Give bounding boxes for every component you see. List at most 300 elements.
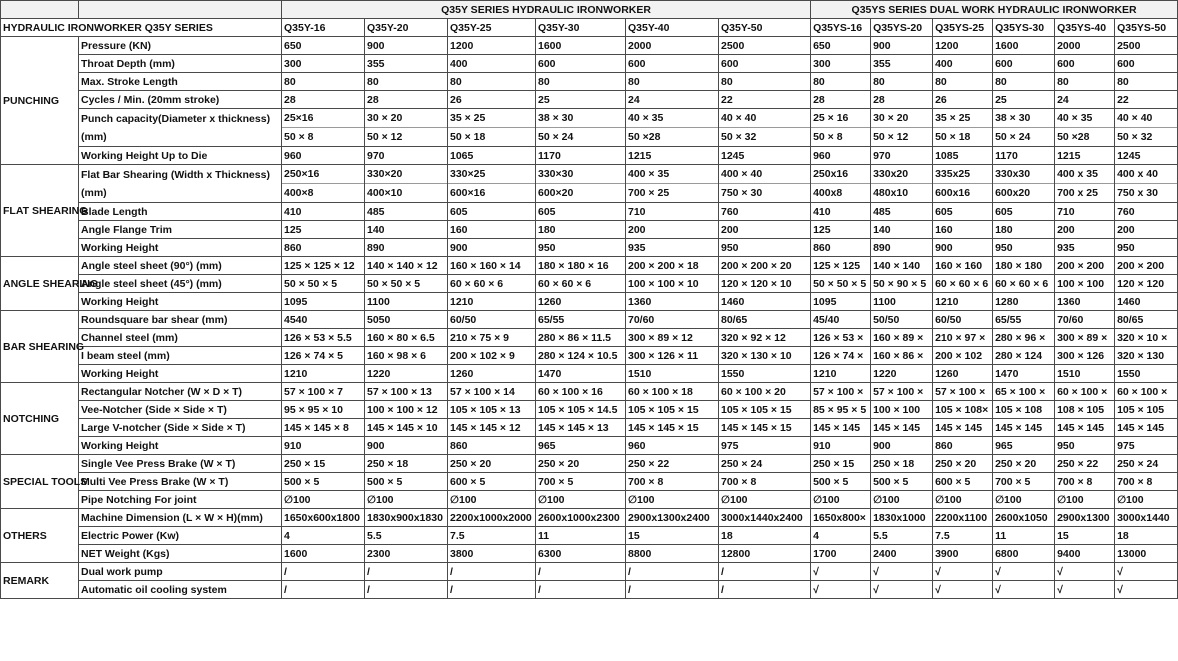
- spec-value: ∅100: [1055, 491, 1115, 509]
- spec-row: [1, 581, 1178, 599]
- spec-value: 1210: [811, 365, 871, 383]
- spec-value: 700 × 5: [536, 473, 626, 491]
- spec-value: 80: [536, 73, 626, 91]
- spec-value-line: 50 ×28: [1057, 131, 1090, 143]
- spec-value: 50 × 50 × 5: [365, 275, 448, 293]
- spec-value: 28: [871, 91, 933, 109]
- spec-value: 250 × 18: [365, 455, 448, 473]
- spec-value: 200 × 200 × 18: [626, 257, 719, 275]
- spec-value-line: 400 × 40: [721, 168, 763, 180]
- spec-value: 2000: [1055, 37, 1115, 55]
- q35ys-series-title: Q35YS SERIES DUAL WORK HYDRAULIC IRONWORKER: [811, 1, 1178, 19]
- spec-value: 410: [282, 203, 365, 221]
- spec-row: [1, 73, 1178, 91]
- spec-value: [811, 165, 871, 203]
- category-label: REMARK: [1, 563, 79, 599]
- spec-value: 320 × 130 × 10: [719, 347, 811, 365]
- spec-value: 80/65: [719, 311, 811, 329]
- spec-value-line: 750 × 30: [721, 187, 763, 199]
- spec-value: √: [993, 563, 1055, 581]
- spec-value: 126 × 53 ×: [811, 329, 871, 347]
- spec-value: [1055, 109, 1115, 147]
- spec-value: 25: [993, 91, 1055, 109]
- spec-value: 1600: [536, 37, 626, 55]
- spec-value: √: [811, 581, 871, 599]
- spec-row: [1, 401, 1178, 419]
- spec-value: 1650x800×: [811, 509, 871, 527]
- spec-value: 7.5: [933, 527, 993, 545]
- spec-label: NET Weight (Kgs): [79, 545, 282, 563]
- category-label: ANGLE SHEARING: [1, 257, 79, 311]
- spec-value: 500 × 5: [811, 473, 871, 491]
- spec-value: 145 × 145 × 8: [282, 419, 365, 437]
- spec-label: Cycles / Min. (20mm stroke): [79, 91, 282, 109]
- spec-value: 760: [719, 203, 811, 221]
- spec-label: Working Height: [79, 293, 282, 311]
- spec-value: 145 × 145 × 15: [626, 419, 719, 437]
- model-header-row: [1, 19, 1178, 37]
- spec-value: 140: [365, 221, 448, 239]
- spec-value: [993, 109, 1055, 147]
- spec-value: 28: [811, 91, 871, 109]
- spec-value: 160 × 89 ×: [871, 329, 933, 347]
- spec-value: 60 × 100 × 20: [719, 383, 811, 401]
- spec-value: 1550: [719, 365, 811, 383]
- spec-value: 950: [1115, 239, 1178, 257]
- spec-value: 80: [993, 73, 1055, 91]
- spec-value: 120 × 120: [1115, 275, 1178, 293]
- spec-value: 1360: [626, 293, 719, 311]
- spec-value: 200 × 102: [933, 347, 993, 365]
- spec-value: 80: [365, 73, 448, 91]
- spec-value: 57 × 100 ×: [811, 383, 871, 401]
- spec-value-line: 600x16: [935, 187, 971, 199]
- spec-value-line: 600x20: [995, 187, 1031, 199]
- spec-label: I beam steel (mm): [79, 347, 282, 365]
- spec-value: 85 × 95 × 5: [811, 401, 871, 419]
- spec-value: 1510: [626, 365, 719, 383]
- category-label: NOTCHING: [1, 383, 79, 455]
- spec-value: 4: [282, 527, 365, 545]
- spec-value: 1470: [993, 365, 1055, 383]
- spec-value: 1600: [282, 545, 365, 563]
- spec-value: 80: [448, 73, 536, 91]
- spec-value: √: [1115, 563, 1178, 581]
- spec-value: 3900: [933, 545, 993, 563]
- spec-value: /: [365, 581, 448, 599]
- spec-value: 1260: [448, 365, 536, 383]
- spec-value: √: [933, 581, 993, 599]
- spec-value: 145 × 145 × 15: [719, 419, 811, 437]
- spec-value: 320 × 130: [1115, 347, 1178, 365]
- spec-label: Punch capacity(Diameter x thickness)(mm): [79, 109, 282, 147]
- spec-value: 6300: [536, 545, 626, 563]
- spec-value: 60 × 60 × 6: [993, 275, 1055, 293]
- spec-value: 100 × 100: [1055, 275, 1115, 293]
- spec-row: [1, 347, 1178, 365]
- spec-value: 210 × 97 ×: [933, 329, 993, 347]
- spec-value: 1100: [871, 293, 933, 311]
- spec-value: 80: [871, 73, 933, 91]
- spec-value-line: 700 × 25: [628, 187, 670, 199]
- spec-value: 200: [719, 221, 811, 239]
- spec-value: [719, 165, 811, 203]
- spec-value: 300: [282, 55, 365, 73]
- spec-label: Max. Stroke Length: [79, 73, 282, 91]
- spec-value-line: 250×16: [284, 168, 320, 180]
- spec-value-line: 50 × 12: [367, 131, 403, 143]
- spec-value-line: 330x30: [995, 168, 1031, 180]
- spec-row: [1, 109, 1178, 147]
- spec-value-line: 50 × 18: [450, 131, 486, 143]
- spec-value: 975: [719, 437, 811, 455]
- spec-value: √: [1055, 581, 1115, 599]
- spec-value: 2500: [719, 37, 811, 55]
- spec-value: 1650x600x1800: [282, 509, 365, 527]
- spec-value-line: 330x20: [873, 168, 909, 180]
- spec-value: 140: [871, 221, 933, 239]
- spec-value: 57 × 100 ×: [933, 383, 993, 401]
- spec-value: 126 × 74 × 5: [282, 347, 365, 365]
- spec-value: 5.5: [365, 527, 448, 545]
- spec-label: Working Height: [79, 239, 282, 257]
- spec-value: 80: [1055, 73, 1115, 91]
- spec-value: √: [871, 563, 933, 581]
- spec-value: 145 × 145: [993, 419, 1055, 437]
- spec-value: 250 × 15: [811, 455, 871, 473]
- spec-value: 24: [1055, 91, 1115, 109]
- spec-value: 2300: [365, 545, 448, 563]
- spec-value-line: 25×16: [284, 112, 314, 124]
- spec-label: Multi Vee Press Brake (W × T): [79, 473, 282, 491]
- spec-value: 1600: [993, 37, 1055, 55]
- model-header: Q35Y-40: [626, 19, 719, 37]
- spec-value: 1260: [536, 293, 626, 311]
- spec-value: 485: [871, 203, 933, 221]
- spec-value: 1170: [993, 147, 1055, 165]
- spec-value: 355: [365, 55, 448, 73]
- spec-value: 935: [626, 239, 719, 257]
- spec-label: Rectangular Notcher (W × D × T): [79, 383, 282, 401]
- spec-value: 605: [536, 203, 626, 221]
- spec-value: 1200: [933, 37, 993, 55]
- spec-value: 70/60: [626, 311, 719, 329]
- spec-value: 1550: [1115, 365, 1178, 383]
- spec-label: Blade Length: [79, 203, 282, 221]
- spec-value-line: 38 × 30: [538, 112, 574, 124]
- spec-value: 250 × 15: [282, 455, 365, 473]
- spec-value: 160: [933, 221, 993, 239]
- spec-value: /: [719, 563, 811, 581]
- spec-value: 80: [1115, 73, 1178, 91]
- spec-label: Angle steel sheet (45°) (mm): [79, 275, 282, 293]
- spec-value: [1115, 165, 1178, 203]
- spec-value: [448, 165, 536, 203]
- spec-value: 57 × 100 × 7: [282, 383, 365, 401]
- spec-value: 600: [626, 55, 719, 73]
- spec-value: 2200x1000x2000: [448, 509, 536, 527]
- spec-value-line: 400 x 40: [1117, 168, 1158, 180]
- spec-value-line: 25 × 16: [813, 112, 849, 124]
- spec-value: ∅100: [933, 491, 993, 509]
- spec-value: 80: [282, 73, 365, 91]
- spec-row: [1, 545, 1178, 563]
- spec-value: [448, 109, 536, 147]
- spec-value: 1100: [365, 293, 448, 311]
- spec-value: 2900x1300x2400: [626, 509, 719, 527]
- spec-label: Dual work pump: [79, 563, 282, 581]
- spec-value: 2600x1050: [993, 509, 1055, 527]
- spec-value: 200 × 200: [1115, 257, 1178, 275]
- spec-value: 57 × 100 ×: [871, 383, 933, 401]
- spec-value: ∅100: [365, 491, 448, 509]
- spec-label: Roundsquare bar shear (mm): [79, 311, 282, 329]
- spec-value: 145 × 145 × 13: [536, 419, 626, 437]
- spec-value: 355: [871, 55, 933, 73]
- category-label: BAR SHEARING: [1, 311, 79, 383]
- spec-value: 80: [811, 73, 871, 91]
- spec-value: 710: [1055, 203, 1115, 221]
- spec-value: /: [536, 563, 626, 581]
- spec-value: 700 × 8: [1115, 473, 1178, 491]
- spec-value: [933, 109, 993, 147]
- category-label: PUNCHING: [1, 37, 79, 165]
- spec-value: 965: [536, 437, 626, 455]
- spec-label: Channel steel (mm): [79, 329, 282, 347]
- spec-value: 300 × 126 × 11: [626, 347, 719, 365]
- spec-value: √: [871, 581, 933, 599]
- spec-value: /: [365, 563, 448, 581]
- spec-value: 280 × 86 × 11.5: [536, 329, 626, 347]
- spec-value: 65/55: [536, 311, 626, 329]
- spec-value: 105 × 105 × 15: [719, 401, 811, 419]
- spec-value: 1245: [1115, 147, 1178, 165]
- spec-value: 60/50: [933, 311, 993, 329]
- spec-value: 400: [933, 55, 993, 73]
- spec-label: Working Height: [79, 365, 282, 383]
- spec-value: 5050: [365, 311, 448, 329]
- spec-value: [626, 165, 719, 203]
- spec-value: 180 × 180: [993, 257, 1055, 275]
- spec-value: 250 × 24: [1115, 455, 1178, 473]
- spec-value: 605: [933, 203, 993, 221]
- spec-value: ∅100: [282, 491, 365, 509]
- spec-value: 2200x1100: [933, 509, 993, 527]
- spec-label: Angle steel sheet (90°) (mm): [79, 257, 282, 275]
- spec-value: 7.5: [448, 527, 536, 545]
- spec-value-line: 35 × 25: [935, 112, 971, 124]
- spec-value: 160 × 160: [933, 257, 993, 275]
- spec-value: 145 × 145: [1115, 419, 1178, 437]
- spec-value: 280 × 124: [993, 347, 1055, 365]
- spec-value-line: 40 × 40: [1117, 112, 1153, 124]
- spec-value: 600 × 5: [448, 473, 536, 491]
- spec-value-line: 400 x 35: [1057, 168, 1098, 180]
- spec-value-line: 330×30: [538, 168, 574, 180]
- spec-value-line: 400×10: [367, 187, 403, 199]
- spec-value: 145 × 145: [811, 419, 871, 437]
- model-header: Q35YS-16: [811, 19, 871, 37]
- model-header: Q35Y-25: [448, 19, 536, 37]
- spec-value: 860: [282, 239, 365, 257]
- spec-value-line: 330×20: [367, 168, 403, 180]
- spec-value: 57 × 100 × 14: [448, 383, 536, 401]
- spec-value-line: 50 × 12: [873, 131, 909, 143]
- spec-value: 28: [282, 91, 365, 109]
- spec-value-line: 50 × 32: [1117, 131, 1153, 143]
- spec-row: [1, 55, 1178, 73]
- spec-value: 1460: [719, 293, 811, 311]
- spec-value: 60 × 60 × 6: [448, 275, 536, 293]
- spec-value-line: 35 × 25: [450, 112, 486, 124]
- spec-label: Machine Dimension (L × W × H)(mm): [79, 509, 282, 527]
- spec-value: 60 × 100 × 18: [626, 383, 719, 401]
- header-band-left-label: [79, 1, 282, 19]
- spec-value: 1360: [1055, 293, 1115, 311]
- spec-row: [1, 311, 1178, 329]
- model-header: Q35YS-25: [933, 19, 993, 37]
- spec-value: /: [448, 563, 536, 581]
- spec-value: 200 × 102 × 9: [448, 347, 536, 365]
- category-label: OTHERS: [1, 509, 79, 563]
- spec-value: /: [282, 581, 365, 599]
- spec-value: 600: [536, 55, 626, 73]
- spec-value: 6800: [993, 545, 1055, 563]
- spec-row: [1, 563, 1178, 581]
- spec-value: 250 × 20: [448, 455, 536, 473]
- spec-value: ∅100: [811, 491, 871, 509]
- spec-row: [1, 473, 1178, 491]
- spec-value: 105 × 108×: [933, 401, 993, 419]
- spec-value: 700 × 5: [993, 473, 1055, 491]
- spec-value: 500 × 5: [365, 473, 448, 491]
- spec-value: 60/50: [448, 311, 536, 329]
- spec-value: 105 × 105 × 15: [626, 401, 719, 419]
- spec-value: 900: [871, 37, 933, 55]
- spec-value: 900: [933, 239, 993, 257]
- spec-value-line: 750 x 30: [1117, 187, 1158, 199]
- spec-value: √: [993, 581, 1055, 599]
- series-header-row: [1, 1, 1178, 19]
- spec-value: 700 × 8: [719, 473, 811, 491]
- spec-value: 970: [365, 147, 448, 165]
- spec-value-line: 700 x 25: [1057, 187, 1098, 199]
- spec-value: 1215: [626, 147, 719, 165]
- spec-value: 860: [933, 437, 993, 455]
- spec-value: 860: [448, 437, 536, 455]
- category-label: SPECIAL TOOLS: [1, 455, 79, 509]
- spec-row: [1, 293, 1178, 311]
- spec-value: 600: [1055, 55, 1115, 73]
- spec-value: 600 × 5: [933, 473, 993, 491]
- spec-value: 600: [993, 55, 1055, 73]
- spec-value: 1260: [933, 365, 993, 383]
- spec-value: 126 × 53 × 5.5: [282, 329, 365, 347]
- spec-value: /: [282, 563, 365, 581]
- spec-value: 210 × 75 × 9: [448, 329, 536, 347]
- spec-value: 485: [365, 203, 448, 221]
- spec-value: 60 × 100 × 16: [536, 383, 626, 401]
- spec-value: 65 × 100 ×: [993, 383, 1055, 401]
- spec-value: 180: [993, 221, 1055, 239]
- spec-value: 600: [719, 55, 811, 73]
- spec-value-line: 480x10: [873, 187, 909, 199]
- spec-value: 3800: [448, 545, 536, 563]
- spec-value-line: 50 × 24: [538, 131, 574, 143]
- spec-row: [1, 275, 1178, 293]
- spec-value: 1210: [282, 365, 365, 383]
- spec-label: Electric Power (Kw): [79, 527, 282, 545]
- spec-value: 1460: [1115, 293, 1178, 311]
- spec-value: 180: [536, 221, 626, 239]
- spec-label: Working Height: [79, 437, 282, 455]
- spec-value: 160: [448, 221, 536, 239]
- spec-value-line: 40 × 35: [628, 112, 664, 124]
- spec-value-line: 50 × 32: [721, 131, 757, 143]
- spec-value: [811, 109, 871, 147]
- spec-row: [1, 147, 1178, 165]
- spec-value: 1245: [719, 147, 811, 165]
- spec-value: 22: [719, 91, 811, 109]
- spec-value-line: 40 × 35: [1057, 112, 1093, 124]
- spec-label: Automatic oil cooling system: [79, 581, 282, 599]
- spec-value-line: 50 × 18: [935, 131, 971, 143]
- spec-value: 100 × 100: [871, 401, 933, 419]
- spec-value: 50/50: [871, 311, 933, 329]
- spec-value: 900: [448, 239, 536, 257]
- spec-value-line: 400×8: [284, 187, 314, 199]
- spec-value: 120 × 120 × 10: [719, 275, 811, 293]
- spec-value: 710: [626, 203, 719, 221]
- spec-value: 410: [811, 203, 871, 221]
- spec-value: [871, 165, 933, 203]
- spec-value: 4540: [282, 311, 365, 329]
- spec-value: 26: [448, 91, 536, 109]
- spec-value: 125: [811, 221, 871, 239]
- spec-value: 1510: [1055, 365, 1115, 383]
- model-header: Q35YS-40: [1055, 19, 1115, 37]
- spec-label: Large V-notcher (Side × Side × T): [79, 419, 282, 437]
- spec-value: 1220: [365, 365, 448, 383]
- spec-value: 15: [626, 527, 719, 545]
- spec-value: 180 × 180 × 16: [536, 257, 626, 275]
- spec-row: [1, 491, 1178, 509]
- spec-value: 965: [993, 437, 1055, 455]
- spec-value: 1095: [282, 293, 365, 311]
- spec-value: 70/60: [1055, 311, 1115, 329]
- spec-row: [1, 91, 1178, 109]
- spec-value: 145 × 145 × 10: [365, 419, 448, 437]
- spec-row: [1, 329, 1178, 347]
- spec-value: 145 × 145 × 12: [448, 419, 536, 437]
- spec-value: 280 × 96 ×: [993, 329, 1055, 347]
- spec-value: 11: [993, 527, 1055, 545]
- spec-value: 145 × 145: [871, 419, 933, 437]
- spec-value: 2600x1000x2300: [536, 509, 626, 527]
- spec-value: /: [626, 563, 719, 581]
- spec-value: 250 × 20: [933, 455, 993, 473]
- spec-row: [1, 203, 1178, 221]
- spec-row: [1, 455, 1178, 473]
- spec-value: 60 × 100 ×: [1055, 383, 1115, 401]
- spec-label: Throat Depth (mm): [79, 55, 282, 73]
- spec-value: 28: [365, 91, 448, 109]
- spec-value: 2400: [871, 545, 933, 563]
- spec-value: 45/40: [811, 311, 871, 329]
- spec-value: 15: [1055, 527, 1115, 545]
- spec-value: [993, 165, 1055, 203]
- spec-value: 500 × 5: [282, 473, 365, 491]
